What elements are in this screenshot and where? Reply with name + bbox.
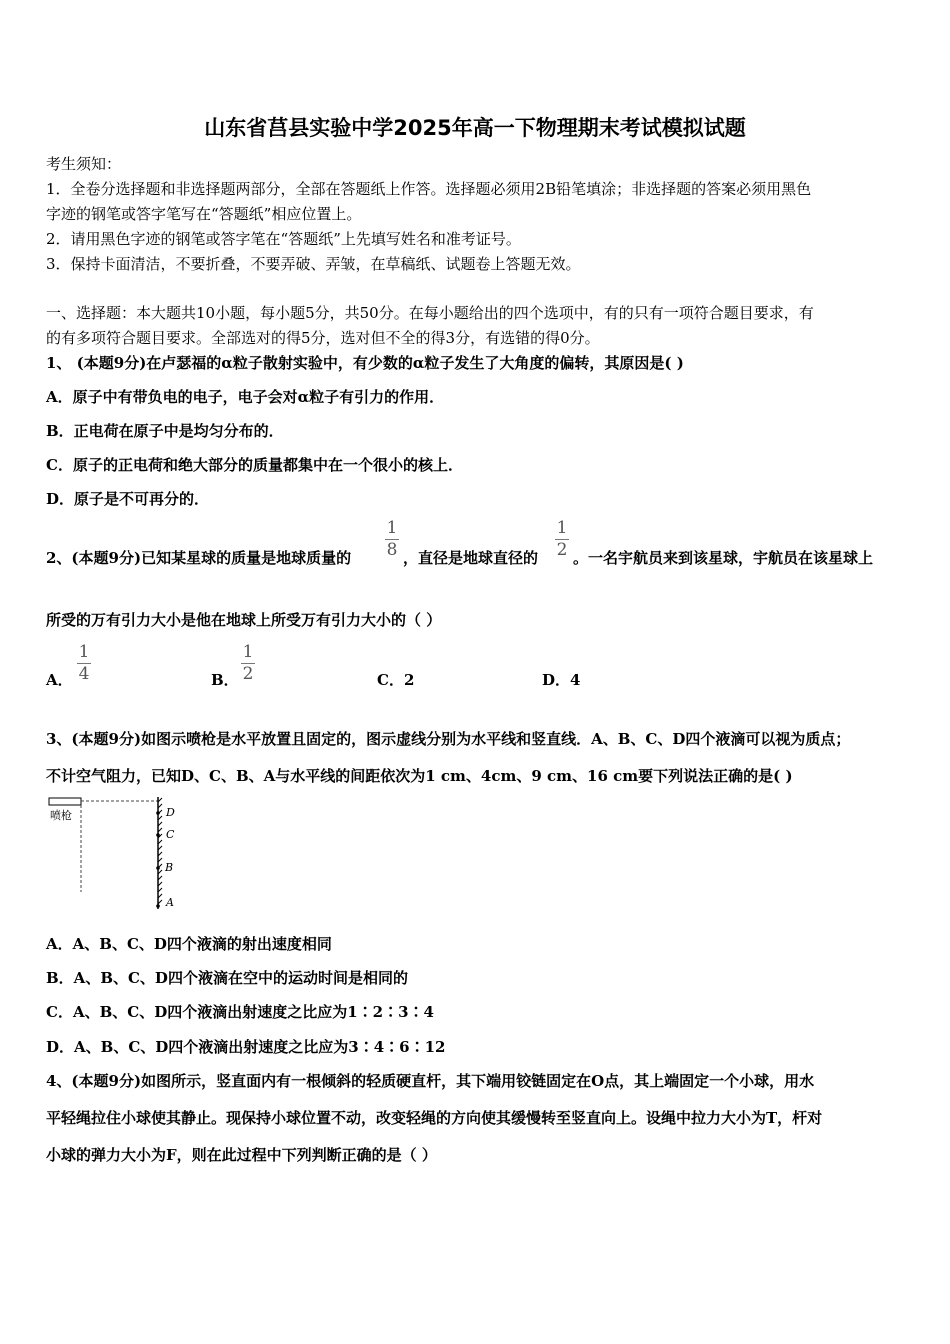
question-1-stem: 1、 (本题9分)在卢瑟福的α粒子散射实验中，有少数的α粒子发生了大角度的偏转，其原因是( ) bbox=[46, 354, 684, 372]
fraction-denominator: 8 bbox=[386, 540, 398, 560]
question-3-stem-line-1: 3、(本题9分)如图示喷枪是水平放置且固定的，图示虚线分别为水平线和竖直线．A、B、C、D四个液滴可以视为质点； bbox=[46, 730, 851, 748]
question-2-option-d: D．4 bbox=[542, 671, 581, 689]
question-4-line-1: 4、(本题9分)如图所示，竖直面内有一根倾斜的轻质硬直杆，其下端用铰链固定在O点，其上端固定一个小球，用水 bbox=[46, 1072, 815, 1090]
label-d: D bbox=[166, 806, 175, 819]
notice-item-1-line-1: 1．全卷分选择题和非选择题两部分，全部在答题纸上作答。选择题必须用2B铅笔填涂；非选择题的答案必须用黑色 bbox=[46, 180, 812, 198]
page-title: 山东省莒县实验中学2025年高一下物理期末考试模拟试题 bbox=[204, 116, 746, 140]
notice-item-2: 2．请用黑色字迹的钢笔或答字笔在“答题纸”上先填写姓名和准考证号。 bbox=[46, 230, 521, 248]
question-3-option-c: C．A、B、C、D四个液滴出射速度之比应为1∶2∶3∶4 bbox=[46, 1003, 434, 1021]
question-2-stem-line-2: 所受的万有引力大小是他在地球上所受万有引力大小的（ ） bbox=[46, 611, 442, 629]
question-2-option-c: C．2 bbox=[377, 671, 415, 689]
drop-point-a bbox=[156, 904, 160, 908]
question-2-fraction-mass bbox=[385, 520, 399, 559]
question-2-option-a-fraction bbox=[77, 644, 91, 683]
fraction-numerator: 1 bbox=[386, 518, 398, 538]
section-1-line-2: 的有多项符合题目要求。全部选对的得5分，选对但不全的得3分，有选错的得0分。 bbox=[46, 329, 600, 347]
section-1-line-1: 一、选择题：本大题共10小题，每小题5分，共50分。在每小题给出的四个选项中，有的只有一项符合题目要求，有 bbox=[46, 304, 814, 322]
fraction-denominator: 2 bbox=[556, 540, 568, 560]
drop-point-d bbox=[156, 811, 160, 815]
question-3-option-b: B．A、B、C、D四个液滴在空中的运动时间是相同的 bbox=[46, 969, 408, 987]
fraction-numerator: 1 bbox=[556, 518, 568, 538]
question-4-line-3: 小球的弹力大小为F，则在此过程中下列判断正确的是（ ） bbox=[46, 1146, 437, 1164]
question-2-fraction-diameter bbox=[555, 520, 569, 559]
question-3-stem-line-2: 不计空气阻力，已知D、C、B、A与水平线的间距依次为1 cm、4cm、9 cm、16 cm要下列说法正确的是( ) bbox=[46, 767, 793, 785]
label-c: C bbox=[166, 828, 175, 841]
spray-gun-figure bbox=[45, 794, 185, 916]
fraction-denominator: 2 bbox=[242, 664, 254, 684]
question-3-option-d: D．A、B、C、D四个液滴出射速度之比应为3∶4∶6∶12 bbox=[46, 1038, 446, 1056]
drop-point-b bbox=[156, 866, 160, 870]
question-2-stem-part-1: 2、(本题9分)已知某星球的质量是地球质量的 bbox=[46, 549, 352, 567]
notice-item-1-line-2: 字迹的钢笔或答字笔写在“答题纸”相应位置上。 bbox=[46, 205, 362, 223]
fraction-numerator: 1 bbox=[242, 642, 254, 662]
notice-item-3: 3．保持卡面清洁，不要折叠，不要弄破、弄皱，在草稿纸、试题卷上答题无效。 bbox=[46, 255, 581, 273]
question-1-option-a: A．原子中有带负电的电子，电子会对α粒子有引力的作用． bbox=[46, 388, 445, 406]
question-1-option-d: D．原子是不可再分的． bbox=[46, 490, 210, 508]
question-2-stem-part-3: 。一名宇航员来到该星球，宇航员在该星球上 bbox=[573, 549, 874, 567]
question-2-option-b-label: B． bbox=[211, 671, 239, 689]
notice-heading: 考生须知： bbox=[46, 155, 122, 173]
fraction-numerator: 1 bbox=[78, 642, 90, 662]
question-3-option-a: A．A、B、C、D四个液滴的射出速度相同 bbox=[46, 935, 332, 953]
question-4-line-2: 平轻绳拉住小球使其静止。现保持小球位置不动，改变轻绳的方向使其缓慢转至竖直向上。设绳中拉力大小为T，杆对 bbox=[46, 1109, 823, 1127]
fraction-denominator: 4 bbox=[78, 664, 90, 684]
question-1-option-b: B．正电荷在原子中是均匀分布的． bbox=[46, 422, 284, 440]
question-1-option-c: C．原子的正电荷和绝大部分的质量都集中在一个很小的核上． bbox=[46, 456, 463, 474]
question-2-option-a-label: A． bbox=[46, 671, 73, 689]
spray-gun-label: 喷枪 bbox=[50, 809, 72, 822]
question-2-stem-part-2: ，直径是地球直径的 bbox=[403, 549, 539, 567]
question-2-option-b-fraction bbox=[241, 644, 255, 683]
label-b: B bbox=[165, 861, 174, 874]
drop-point-c bbox=[156, 833, 160, 837]
spray-gun-body bbox=[49, 798, 81, 805]
label-a: A bbox=[166, 896, 174, 909]
